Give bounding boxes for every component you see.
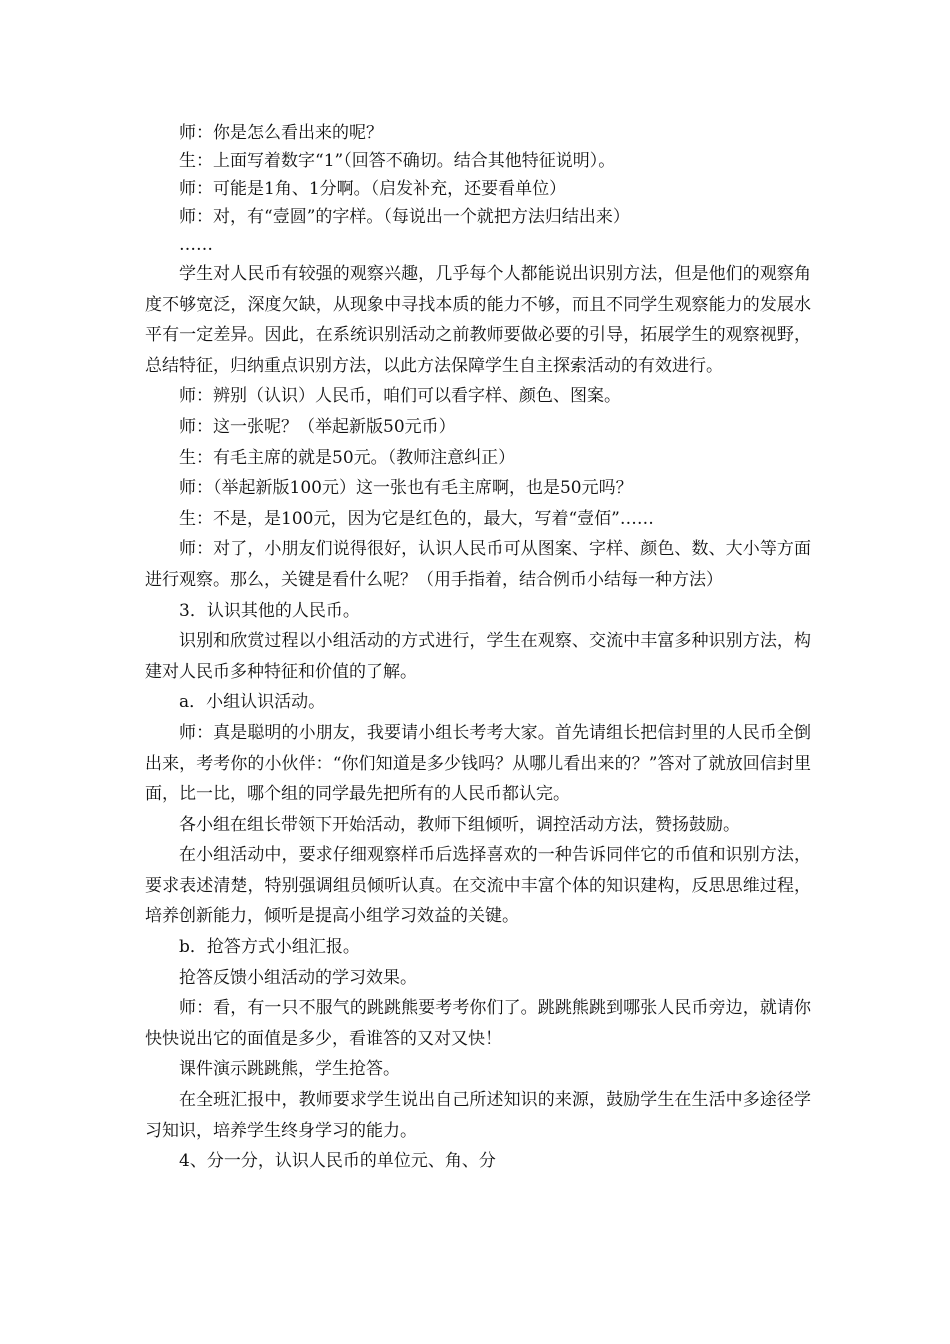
paragraph: 师：（举起新版100元）这一张也有毛主席啊，也是50元吗？ (179, 478, 633, 499)
paragraph: 生：有毛主席的就是50元。（教师注意纠正） (179, 447, 516, 468)
paragraph: 各小组在组长带领下开始活动，教师下组倾听，调控活动方法，赞扬鼓励。 (179, 814, 740, 835)
section-heading: 3．认识其他的人民币。 (179, 600, 360, 621)
paragraph: 师：对了，小朋友们说得很好，认识人民币可从图案、字样、颜色、数、大小等方面进行观察。那么，关键是看什么呢？（用手指着，结合例币小结每一种方法） (145, 539, 811, 590)
ellipsis-line: …… (179, 235, 213, 255)
paragraph: 师：真是聪明的小朋友，我要请小组长考考大家。首先请组长把信封里的人民币全倒出来，考考你的小伙伴：“你们知道是多少钱吗？从哪儿看出来的？”答对了就放回信封里面，比一比，哪个组的同学最先把所有的人民币都认完。 (145, 722, 811, 805)
document-page (145, 119, 811, 1177)
paragraph: 学生对人民币有较强的观察兴趣，几乎每个人都能说出识别方法，但是他们的观察角度不够宽泛，深度欠缺，从现象中寻找本质的能力不够，而且不同学生观察能力的发展水平有一定差异。因此，在系统识别活动之前教师要做必要的引导，拓展学生的观察视野，总结特征，归纳重点识别方法，以此方法保障学生自主探索活动的有效进行。 (145, 264, 811, 376)
paragraph: 识别和欣赏过程以小组活动的方式进行，学生在观察、交流中丰富多种识别方法，构建对人民币多种特征和价值的了解。 (145, 631, 811, 682)
paragraph: 抢答反馈小组活动的学习效果。 (179, 967, 417, 988)
paragraph: 生：上面写着数字“1”（回答不确切。结合其他特征说明）。 (179, 151, 616, 171)
subsection-heading: a．小组认识活动。 (179, 692, 326, 713)
paragraph: 生：不是，是100元，因为它是红色的，最大，写着“壹佰”…… (179, 508, 654, 529)
paragraph: 课件演示跳跳熊，学生抢答。 (179, 1059, 400, 1080)
section-heading: 4、分一分，认识人民币的单位元、角、分 (179, 1151, 496, 1172)
paragraph: 师：你是怎么看出来的呢？ (179, 123, 383, 143)
paragraph: 在小组活动中，要求仔细观察样币后选择喜欢的一种告诉同伴它的币值和识别方法，要求表述清楚，特别强调组员倾听认真。在交流中丰富个体的知识建构，反思思维过程，培养创新能力，倾听是提高小组学习效益的关键。 (145, 845, 811, 927)
paragraph: 师：对，有“壹圆”的字样。（每说出一个就把方法归结出来） (179, 207, 630, 227)
subsection-heading: b．抢答方式小组汇报。 (179, 937, 360, 958)
paragraph: 在全班汇报中，教师要求学生说出自己所述知识的来源，鼓励学生在生活中多途径学习知识，培养学生终身学习的能力。 (145, 1090, 811, 1141)
paragraph: 师：可能是1角、1分啊。（启发补充，还要看单位） (179, 179, 567, 199)
paragraph: 师：看，有一只不服气的跳跳熊要考考你们了。跳跳熊跳到哪张人民币旁边，就请你快快说出它的面值是多少，看谁答的又对又快！ (145, 998, 811, 1049)
paragraph: 师：辨别（认识）人民币，咱们可以看字样、颜色、图案。 (179, 386, 621, 407)
paragraph: 师：这一张呢？（举起新版50元币） (179, 416, 456, 437)
